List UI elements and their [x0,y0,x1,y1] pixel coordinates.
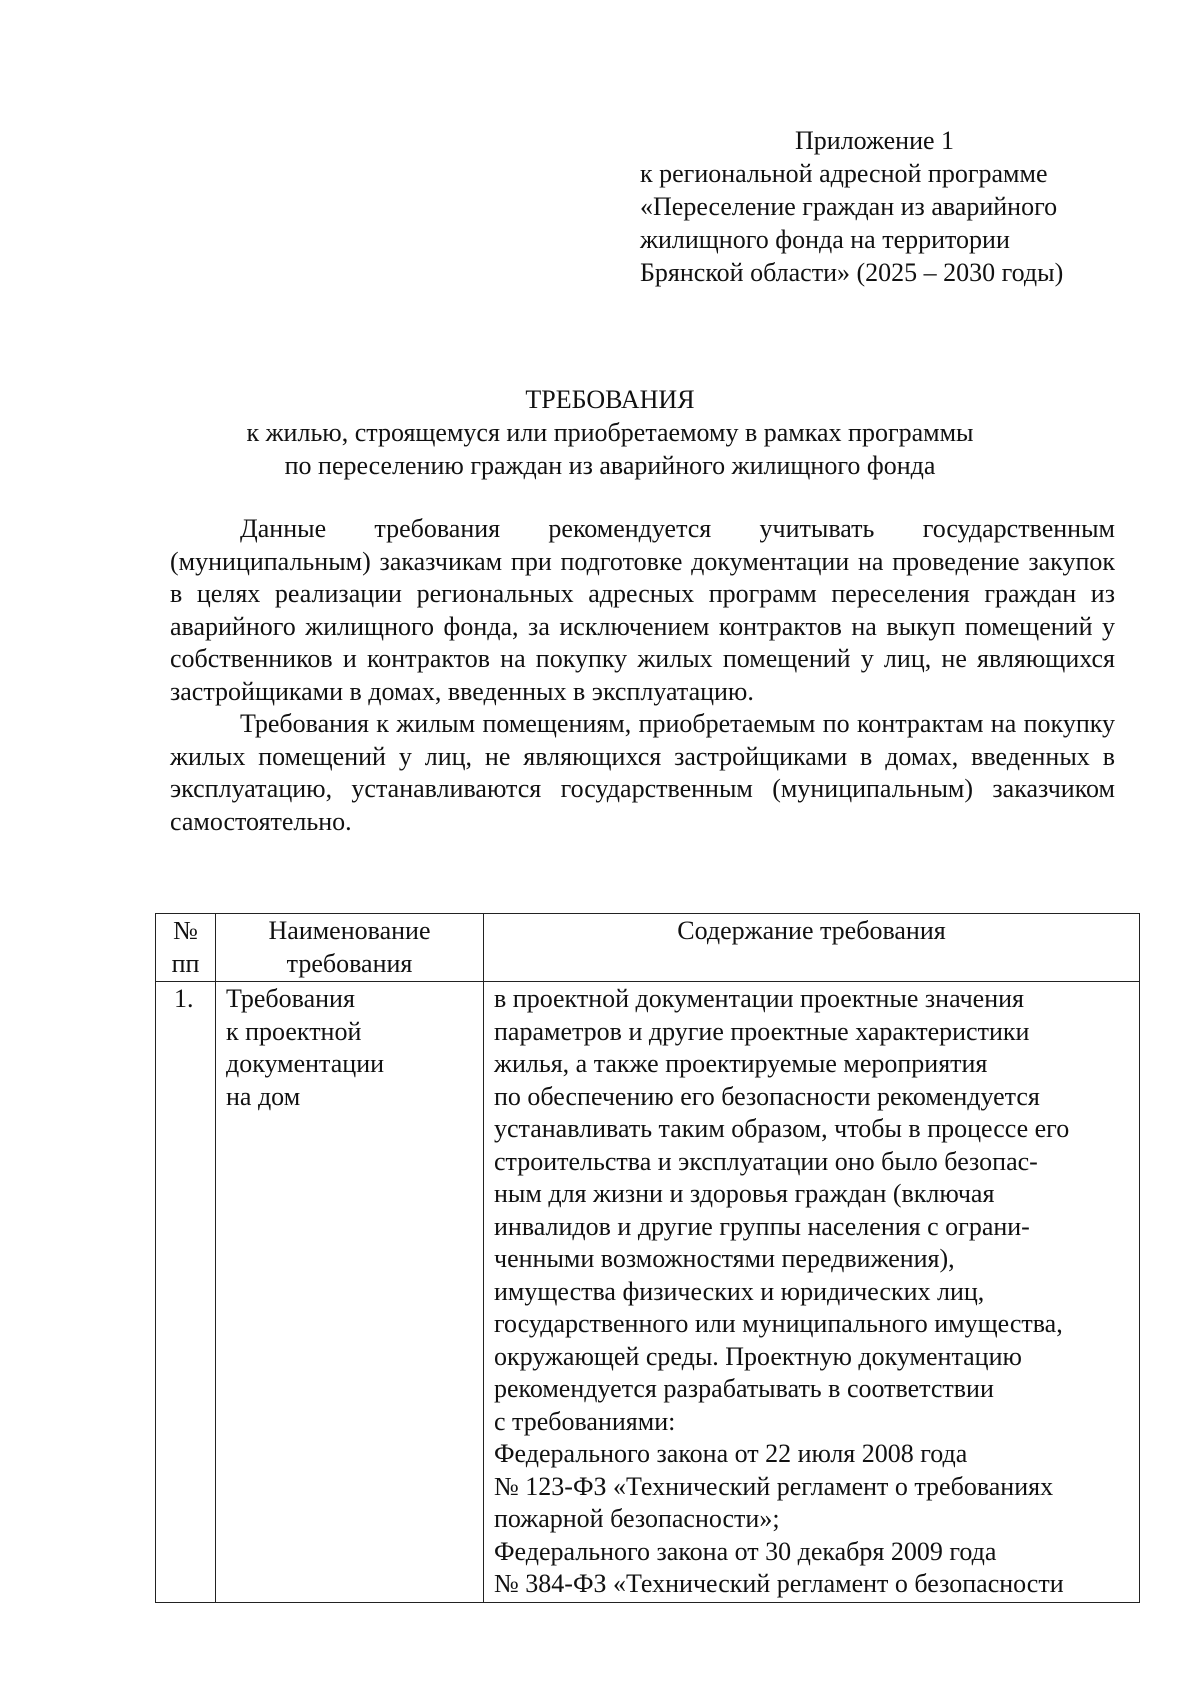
header-name: Наименование требования [216,914,484,982]
row-content-line: по обеспечению его безопасности рекомендуется [494,1081,1040,1111]
row-content-line: ным для жизни и здоровья граждан (включая [494,1179,995,1208]
row-name-line: к проектной [226,1016,362,1046]
row-content-line: инвалидов и другие группы населения с ограни- [494,1211,1030,1241]
title-heading: ТРЕБОВАНИЯ [525,385,695,414]
row-content-line: Федерального закона от 22 июля 2008 года [494,1439,968,1468]
row-content-line: строительства и эксплуатации оно было безопас- [494,1146,1038,1176]
requirements-table [155,913,1140,1603]
appendix-line: Брянской области» (2025 – 2030 годы) [640,258,1064,287]
row-content-line: Федерального закона от 30 декабря 2009 года [494,1536,997,1566]
header-content: Содержание требования [484,914,1140,982]
intro-text [170,513,1115,838]
table-header-row [156,914,1140,982]
row-content-line: государственного или муниципального имущества, [494,1309,1063,1338]
appendix-line: Приложение 1 [795,126,955,155]
title-subtitle-line: к жилью, строящемуся или приобретаемому в рамках программы [246,418,974,447]
row-content-line: в проектной документации проектные значения [494,984,1024,1013]
table-row [156,982,1140,1603]
row-content-line: жилья, а также проектируемые мероприятия [494,1049,988,1078]
appendix-line: «Переселение граждан из аварийного [640,192,1058,221]
row-content-line: с требованиями: [494,1406,676,1436]
document-title [160,383,1060,482]
row-content [484,982,1140,1603]
row-content-line: ченными возможностями передвижения), [494,1244,955,1273]
header-number: № пп [156,914,216,982]
row-name [216,982,484,1603]
row-content-line: устанавливать таким образом, чтобы в процессе его [494,1114,1070,1143]
row-number: 1. [156,982,216,1603]
row-content-line: пожарной безопасности»; [494,1504,780,1533]
row-content-line: параметров и другие проектные характеристики [494,1016,1030,1046]
row-content-line: рекомендуется разрабатывать в соответствии [494,1374,994,1403]
intro-paragraph: Данные требования рекомендуется учитывать государственным (муниципальным) заказчикам при подготовке документации на проведение закупок в целях реализации региональных адресных программ переселения граждан из аварийного жилищного фонда, за исключением контрактов на выкуп помещений у собственников и контрактов на покупку жилых помещений у лиц, не являющихся застройщиками в домах, введенных в эксплуатацию. [170,514,1115,706]
row-name-line: на дом [226,1081,301,1111]
title-subtitle-line: по переселению граждан из аварийного жилищного фонда [284,451,936,480]
appendix-line: к региональной адресной программе [640,159,1048,188]
row-content-line: имущества физических и юридических лиц, [494,1276,985,1306]
row-name-line: документации [226,1049,385,1078]
row-content-line: № 384-ФЗ «Технический регламент о безопасности [494,1569,1064,1598]
row-name-line: Требования [226,984,355,1013]
row-content-line: окружающей среды. Проектную документацию [494,1341,1022,1371]
appendix-block [640,124,1063,289]
intro-paragraph: Требования к жилым помещениям, приобретаемым по контрактам на покупку жилых помещений у лиц, не являющихся застройщиками в домах, введенных в эксплуатацию, устанавливаются государственным (муниципальным) заказчиком самостоятельно. [170,709,1115,836]
row-content-line: № 123-ФЗ «Технический регламент о требованиях [494,1471,1054,1501]
appendix-line: жилищного фонда на территории [640,225,1010,254]
